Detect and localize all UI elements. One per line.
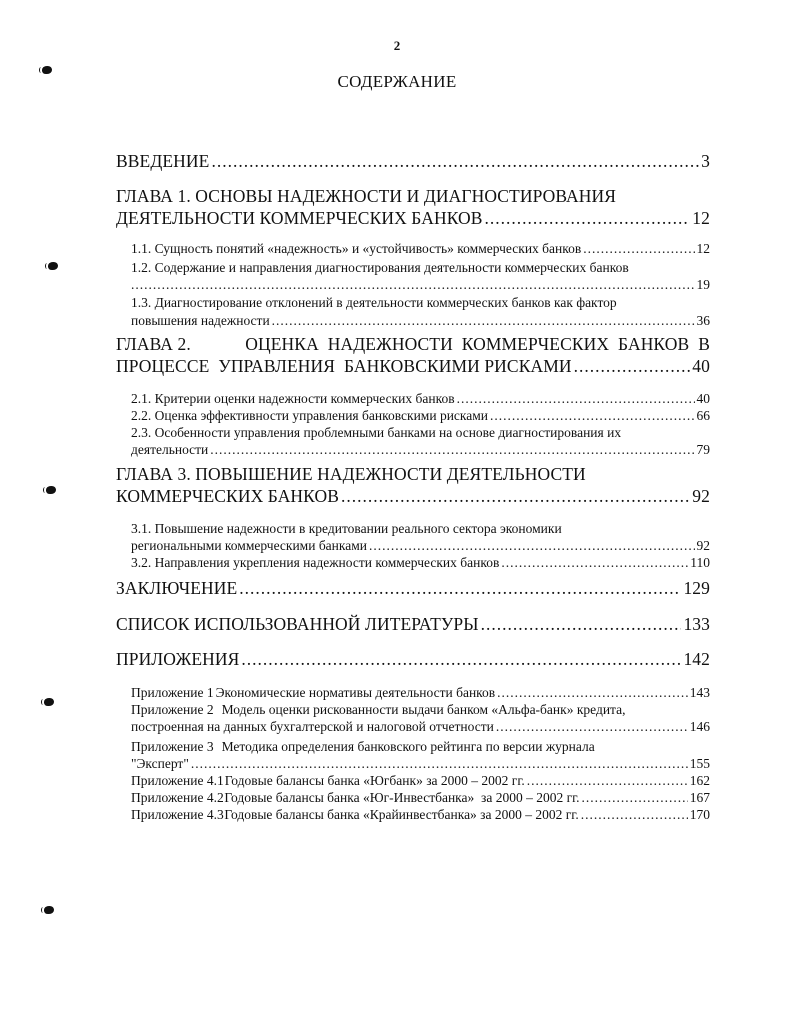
dot-leader [341, 485, 690, 507]
toc-intro-page: 3 [701, 151, 710, 171]
toc-conclusion-label: ЗАКЛЮЧЕНИЕ [116, 578, 238, 598]
toc-ch1-line1[interactable]: ГЛАВА 1. ОСНОВЫ НАДЕЖНОСТИ И ДИАГНОСТИРОВАНИЯ [116, 186, 617, 206]
dot-leader [501, 554, 688, 571]
toc-2-3-line1[interactable]: 2.3. Особенности управления проблемными банками на основе диагностирования их [131, 425, 622, 440]
toc-1-2[interactable] [131, 276, 710, 293]
toc-app-4-1[interactable] [131, 772, 710, 789]
toc-2-3-line2: деятельности [131, 442, 209, 457]
toc-app-2-line2: построенная на данных бухгалтерской и налоговой отчетности [131, 719, 494, 734]
toc-app-4-2-label: Приложение 4.2 [131, 790, 224, 805]
toc-ch3-line1[interactable]: ГЛАВА 3. ПОВЫШЕНИЕ НАДЕЖНОСТИ ДЕЯТЕЛЬНОСТИ [116, 464, 586, 484]
scan-mark-4 [44, 698, 54, 706]
toc-2-1[interactable] [131, 390, 710, 407]
toc-3-2[interactable] [131, 554, 710, 571]
toc-references-label: СПИСОК ИСПОЛЬЗОВАННОЙ ЛИТЕРАТУРЫ [116, 614, 479, 634]
scan-mark-5 [44, 906, 54, 914]
toc-app-2-label: Приложение 2 [131, 702, 214, 717]
toc-2-3[interactable] [131, 441, 710, 458]
toc-1-3-page: 36 [696, 313, 710, 328]
toc-1-2-page: 19 [696, 277, 710, 292]
toc-ch1[interactable] [116, 207, 710, 229]
toc-3-1-page: 92 [696, 538, 710, 553]
toc-2-2-page: 66 [696, 408, 710, 423]
toc-app-4-1-text: Годовые балансы банка «Югбанк» за 2000 – 2002 гг. [224, 773, 525, 788]
toc-1-3[interactable] [131, 312, 710, 329]
toc-app-4-3[interactable] [131, 806, 710, 823]
dot-leader [191, 755, 688, 772]
toc-app-2-text: Модель оценки рискованности выдачи банком «Альфа-банк» кредита, [221, 702, 626, 717]
toc-app-3-page: 155 [689, 756, 710, 771]
toc-1-3-line2: повышения надежности [131, 313, 270, 328]
toc-app-1[interactable] [131, 684, 710, 701]
toc-app-4-2[interactable] [131, 789, 710, 806]
dot-leader [490, 407, 694, 424]
toc-3-2-page: 110 [690, 555, 710, 570]
toc-ch1-line2: ДЕЯТЕЛЬНОСТИ КОММЕРЧЕСКИХ БАНКОВ [116, 208, 483, 228]
toc-ch3-page: 92 [692, 486, 710, 506]
dot-leader [239, 577, 681, 599]
toc-ch1-page: 12 [692, 208, 710, 228]
toc-conclusion-page: 129 [683, 578, 710, 598]
dot-leader [241, 648, 681, 670]
toc-3-1-line1[interactable]: 3.1. Повышение надежности в кредитовании реального сектора экономики [131, 521, 562, 536]
toc-references-page: 133 [683, 614, 710, 634]
toc-intro[interactable] [116, 150, 710, 172]
dot-leader [131, 276, 695, 293]
toc-ch3-line2: КОММЕРЧЕСКИХ БАНКОВ [116, 486, 340, 506]
toc-app-4-1-label: Приложение 4.1 [131, 773, 224, 788]
dot-leader [583, 240, 694, 257]
toc-app-3-line1[interactable] [131, 738, 595, 755]
toc-ch2-line1-a: ГЛАВА 2. [116, 334, 191, 354]
dot-leader [210, 441, 694, 458]
toc-2-2[interactable] [131, 407, 710, 424]
toc-app-4-2-page: 167 [689, 790, 710, 805]
dot-leader [272, 312, 695, 329]
dot-leader [582, 789, 688, 806]
dot-leader [211, 150, 699, 172]
toc-1-1-page: 12 [696, 241, 710, 256]
toc-1-1-text: 1.1. Сущность понятий «надежность» и «устойчивость» коммерческих банков [131, 241, 582, 256]
toc-1-3-line1[interactable]: 1.3. Диагностирование отклонений в деятельности коммерческих банков как фактор [131, 295, 617, 310]
toc-3-1[interactable] [131, 537, 710, 554]
dot-leader [369, 537, 694, 554]
dot-leader [485, 207, 691, 229]
dot-leader [527, 772, 688, 789]
toc-1-2-line1[interactable]: 1.2. Содержание и направления диагностирования деятельности коммерческих банков [131, 260, 629, 275]
dot-leader [581, 806, 688, 823]
toc-app-2[interactable] [131, 718, 710, 735]
dot-leader [481, 613, 682, 635]
toc-app-3-line2: "Эксперт" [131, 756, 189, 771]
toc-2-1-text: 2.1. Критерии оценки надежности коммерческих банков [131, 391, 455, 406]
toc-app-2-line1[interactable] [131, 701, 625, 718]
toc-app-4-3-page: 170 [689, 807, 710, 822]
toc-app-3-label: Приложение 3 [131, 739, 214, 754]
dot-leader [457, 390, 695, 407]
toc-conclusion[interactable] [116, 577, 710, 599]
toc-app-4-2-text: Годовые балансы банка «Юг-Инвестбанка» за 2000 – 2002 гг. [224, 790, 580, 805]
toc-ch2-line2: ПРОЦЕССЕ УПРАВЛЕНИЯ БАНКОВСКИМИ РИСКАМИ [116, 356, 572, 376]
toc-ch2-page: 40 [692, 356, 710, 376]
toc-app-1-label: Приложение 1 [131, 685, 214, 700]
toc-app-1-text: Экономические нормативы деятельности банков [215, 685, 496, 700]
toc-2-1-page: 40 [696, 391, 710, 406]
toc-ch3[interactable] [116, 485, 710, 507]
toc-appendices-label: ПРИЛОЖЕНИЯ [116, 649, 240, 669]
page-number: 2 [393, 38, 401, 53]
toc-ch2-line1[interactable] [116, 333, 710, 355]
dot-leader [497, 684, 688, 701]
toc-intro-label: ВВЕДЕНИЕ [116, 151, 210, 171]
scan-mark-2 [48, 262, 58, 270]
dot-leader [574, 355, 691, 377]
toc-appendices[interactable] [116, 648, 710, 670]
dot-leader [496, 718, 688, 735]
toc-app-1-page: 143 [689, 685, 710, 700]
page-title: СОДЕРЖАНИЕ [337, 72, 457, 91]
toc-ch2[interactable] [116, 355, 710, 377]
toc-app-4-1-page: 162 [689, 773, 710, 788]
toc-appendices-page: 142 [683, 649, 710, 669]
toc-app-4-3-text: Годовые балансы банка «Крайинвестбанка» за 2000 – 2002 гг. [224, 807, 579, 822]
toc-2-3-page: 79 [696, 442, 710, 457]
toc-app-3[interactable] [131, 755, 710, 772]
toc-2-2-text: 2.2. Оценка эффективности управления банковскими рисками [131, 408, 489, 423]
toc-ch2-line1-b: ОЦЕНКА НАДЕЖНОСТИ КОММЕРЧЕСКИХ БАНКОВ В [245, 334, 710, 354]
scan-mark-3 [46, 486, 56, 494]
toc-app-3-text: Методика определения банковского рейтинга по версии журнала [221, 739, 595, 754]
toc-app-2-page: 146 [689, 719, 710, 734]
toc-references[interactable] [116, 613, 710, 635]
toc-3-1-line2: региональными коммерческими банками [131, 538, 368, 553]
toc-app-4-3-label: Приложение 4.3 [131, 807, 224, 822]
toc-3-2-text: 3.2. Направления укрепления надежности коммерческих банков [131, 555, 500, 570]
toc-1-1[interactable] [131, 240, 710, 257]
